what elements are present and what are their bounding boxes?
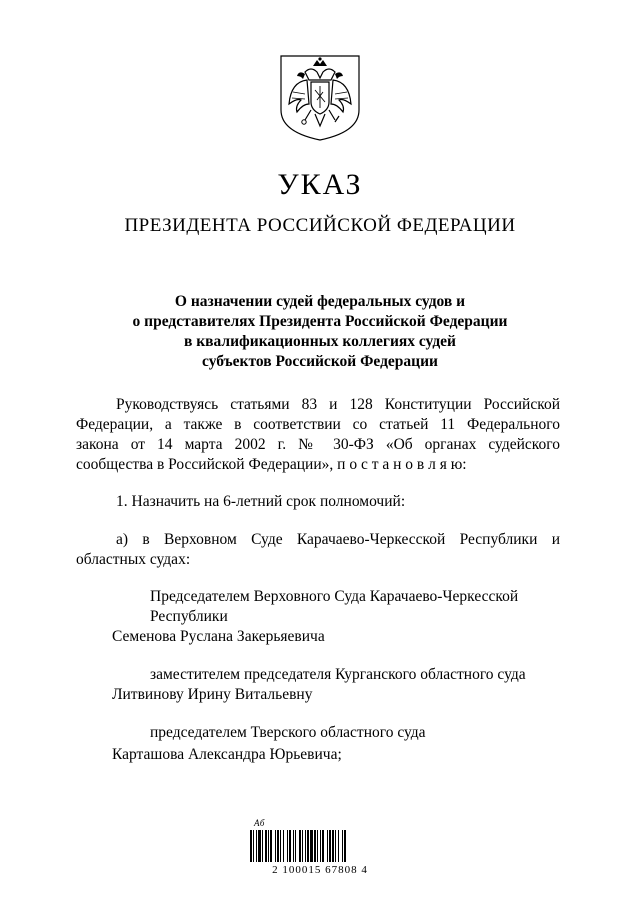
barcode-bar (275, 830, 276, 862)
item-1-text: 1. Назначить на 6-летний срок полномочий: (116, 493, 406, 510)
preamble-line: закона от 14 марта 2002 г. № 30-ФЗ «Об органах судейского (76, 436, 560, 453)
barcode-bar (295, 830, 296, 862)
heading-line: в квалификационных коллегиях судей (184, 333, 456, 350)
barcode-bar (289, 830, 291, 862)
appointment-position: Председателем Верховного Суда Карачаево-Черкесской (150, 588, 519, 605)
decree-heading (80, 292, 560, 372)
barcode-bar (332, 830, 334, 862)
decree-title: УКАЗ (277, 168, 363, 201)
item-1 (76, 492, 560, 512)
barcode-bar (320, 830, 321, 862)
barcode-bar (302, 830, 303, 862)
decree-subtitle: ПРЕЗИДЕНТА РОССИЙСКОЙ ФЕДЕРАЦИИ (124, 215, 516, 236)
barcode-bar (314, 830, 316, 862)
preamble-line: Руководствуясь статьями 83 и 128 Конституции Российской (116, 396, 560, 413)
barcode-bar (250, 830, 252, 862)
barcode-bar (338, 830, 339, 862)
barcode-bars (250, 830, 390, 862)
barcode-bar (280, 830, 281, 862)
barcode-bar (268, 830, 269, 862)
appointment-position: заместителем председателя Курганского областного суда (150, 666, 526, 683)
heading-line: О назначении судей федеральных судов и (174, 293, 466, 310)
barcode-bar (335, 830, 336, 862)
barcode-bar (283, 830, 284, 862)
barcode-bar (265, 830, 267, 862)
heading-line: о представителях Президента Российской Федерации (132, 313, 508, 330)
barcode-mark: Аб (254, 818, 265, 828)
heading-line: субъектов Российской Федерации (202, 353, 438, 370)
appointee-name: Семенова Руслана Закерьяевича (112, 628, 325, 645)
barcode-bar (262, 830, 263, 862)
subitem-a-line: а) в Верховном Суде Карачаево-Черкесской Республики и (116, 531, 560, 548)
subitem-a-line: областных судах: (76, 551, 191, 568)
barcode-bar (253, 830, 254, 862)
barcode-number: 2 100015 67808 4 (272, 864, 368, 876)
barcode-bar (287, 830, 288, 862)
barcode-bar (327, 830, 328, 862)
barcode-bar (258, 830, 261, 862)
barcode-bar (329, 830, 331, 862)
barcode-bar (317, 830, 318, 862)
barcode-bar (322, 830, 324, 862)
barcode-bar (270, 830, 272, 862)
appointee-name: Карташова Александра Юрьевича; (112, 746, 342, 763)
barcode (240, 818, 400, 888)
barcode-bar (277, 830, 279, 862)
preamble-line: Федерации, а также в соответствии со статьей 11 Федерального (76, 416, 560, 433)
barcode-bar (344, 830, 346, 862)
subitem-a (76, 530, 560, 570)
barcode-bar (307, 830, 309, 862)
barcode-bar (256, 830, 257, 862)
barcode-bar (342, 830, 343, 862)
preamble-paragraph (76, 395, 560, 475)
barcode-bar (293, 830, 294, 862)
preamble-line: сообщества в Российской Федерации», п о с т а н о в л я ю: (76, 456, 467, 473)
appointee-name: Литвинову Ирину Витальевну (112, 686, 313, 703)
barcode-bar (305, 830, 306, 862)
barcode-bar (299, 830, 301, 862)
appointment-position: председателем Тверского областного суда (150, 724, 426, 741)
appointment-position: Республики (150, 608, 228, 625)
barcode-bar (310, 830, 313, 862)
coat-of-arms-emblem (277, 52, 363, 142)
